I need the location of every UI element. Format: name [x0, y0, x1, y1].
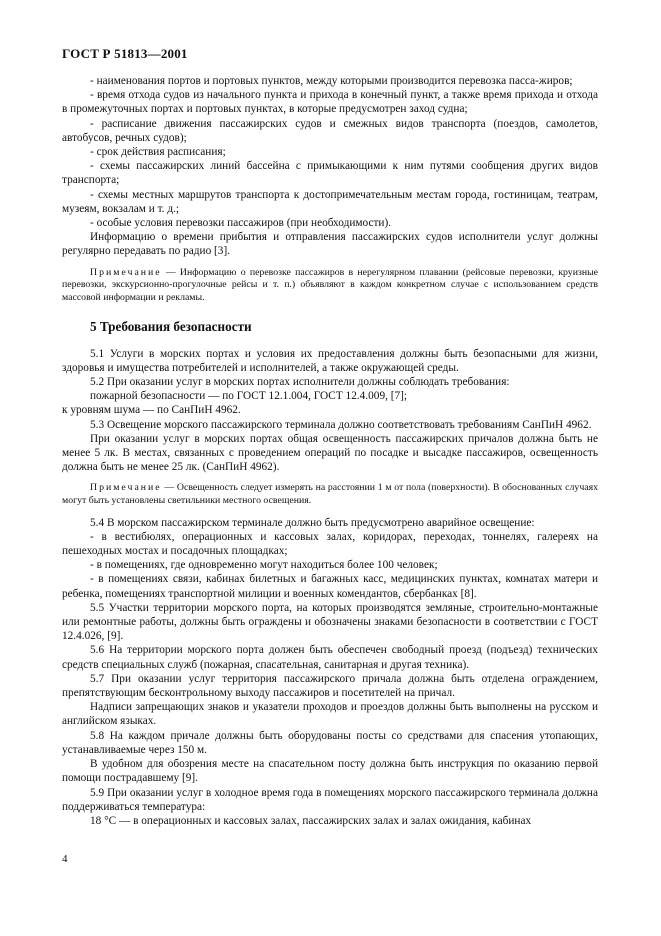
paragraph: В удобном для обозрения месте на спасательном посту должна быть инструкция по оказанию первой помощи пострадавшему [9].	[62, 758, 598, 785]
page-content	[62, 74, 598, 828]
list-item: - наименования портов и портовых пунктов, между которыми производится перевозка пасса-жиров;	[90, 75, 573, 87]
paragraph: Информацию о времени прибытия и отправления пассажирских судов исполнители услуг должны регулярно передавать по радио [3].	[62, 231, 598, 258]
paragraph: 5.7 При оказании услуг территория пассажирского причала должна быть отделена ограждением, препятствующим бесконтрольному выходу пассажиров и посетителей на причал.	[62, 672, 598, 700]
paragraph: пожарной безопасности — по ГОСТ 12.1.004, ГОСТ 12.4.009, [7];	[90, 390, 408, 403]
note-text: — Информацию о перевозке пассажиров в нерегулярном плавании (рейсовые перевозки, круизные перевозки, экскурсионно-прогулочные рейсы и т. п.) объявляют в каждом конкретном случае с использованием средств массовой информации и рекламы.	[62, 266, 598, 303]
list-item: - в вестибюлях, операционных и кассовых залах, коридорах, переходах, тоннелях, галереях на пешеходных мостах и посадочных площадках;	[62, 530, 598, 558]
paragraph: к уровням шума — по СанПиН 4962.	[62, 404, 241, 417]
note-paragraph	[62, 267, 598, 305]
list-item: - расписание движения пассажирских судов и смежных видов транспорта (поездов, самолетов, автобусов, речных судов);	[62, 117, 598, 144]
paragraph: 5.2 При оказании услуг в морских портах исполнители должны соблюдать требования:	[90, 376, 510, 389]
paragraph: 5.3 Освещение морского пассажирского терминала должно соответствовать требованиям СанПиН 4962.	[90, 418, 592, 431]
paragraph: 5.6 На территории морского порта должен быть обеспечен свободный проезд (подъезд) технических средств специальных служб (пожарная, спасательная, санитарная и другая техника).	[62, 644, 598, 671]
paragraph: 5.4 В морском пассажирском терминале должно быть предусмотрено аварийное освещение:	[90, 516, 535, 529]
list-item: - особые условия перевозки пассажиров (при необходимости).	[90, 217, 392, 230]
section-title: 5 Требования безопасности	[90, 319, 252, 335]
paragraph: При оказании услуг в морских портах общая освещенность пассажирских причалов должна быть не менее 5 лк. В местах, связанных с проведением операций по посадке и высадке пассажиров, освещенность должна быть не менее 25 лк. (СанПиН 4962).	[62, 432, 598, 474]
paragraph: 5.8 На каждом причале должны быть оборудованы посты со средствами для спасения утопающих, устанавливаемые через 150 м.	[62, 729, 598, 756]
list-item: - схемы пассажирских линий бассейна с примыкающими к ним путями сообщения других видов транспорта;	[62, 160, 598, 187]
list-item: - в помещениях, где одновременно могут находиться более 100 человек;	[90, 559, 438, 572]
document-header: ГОСТ Р 51813—2001	[62, 46, 188, 61]
paragraph: 5.5 Участки территории морского порта, на которых производятся земляные, строительно-монтажные или ремонтные работы, должны быть ограждены и обозначены знаками безопасности в соответствии с ГОСТ 12.4.026, [9].	[62, 601, 598, 643]
paragraph: 5.9 При оказании услуг в холодное время года в помещениях морского пассажирского терминала должна поддерживаться температура:	[62, 786, 598, 813]
list-item: - схемы местных маршрутов транспорта к достопримечательным местам города, гостиницам, театрам, музеям, вокзалам и т. д.;	[62, 188, 598, 215]
paragraph: 18 °С — в операционных и кассовых залах, пассажирских залах и залах ожидания, кабинах	[90, 814, 532, 827]
page-number: 4	[62, 853, 68, 865]
list-item: - время отхода судов из начального пункта и прихода в конечный пункт, а также время прихода и отхода в промежуточных портах и портовых пунктах, в которые предусмотрен заход судна;	[62, 89, 598, 116]
list-item: - срок действия расписания;	[90, 146, 226, 159]
paragraph: Надписи запрещающих знаков и указатели проходов и проездов должны быть выполнены на русском и английском языках.	[62, 701, 598, 728]
note-label: Примечание	[90, 266, 162, 278]
note-paragraph	[62, 482, 598, 507]
paragraph: 5.1 Услуги в морских портах и условия их предоставления должны быть безопасными для жизни, здоровья и имущества потребителей и исполнителей, а также окружающей среды.	[62, 347, 598, 374]
note-text: — Освещенность следует измерять на расстоянии 1 м от пола (поверхности). В обоснованных случаях могут быть установлены светильники местного освещения.	[62, 482, 598, 507]
note-label: Примечание	[90, 482, 162, 494]
list-item: - в помещениях связи, кабинах билетных и багажных касс, медицинских пунктах, комнатах матери и ребенка, помещениях транспортной милиции и военных комендантов, сбербанках [8].	[62, 573, 598, 600]
